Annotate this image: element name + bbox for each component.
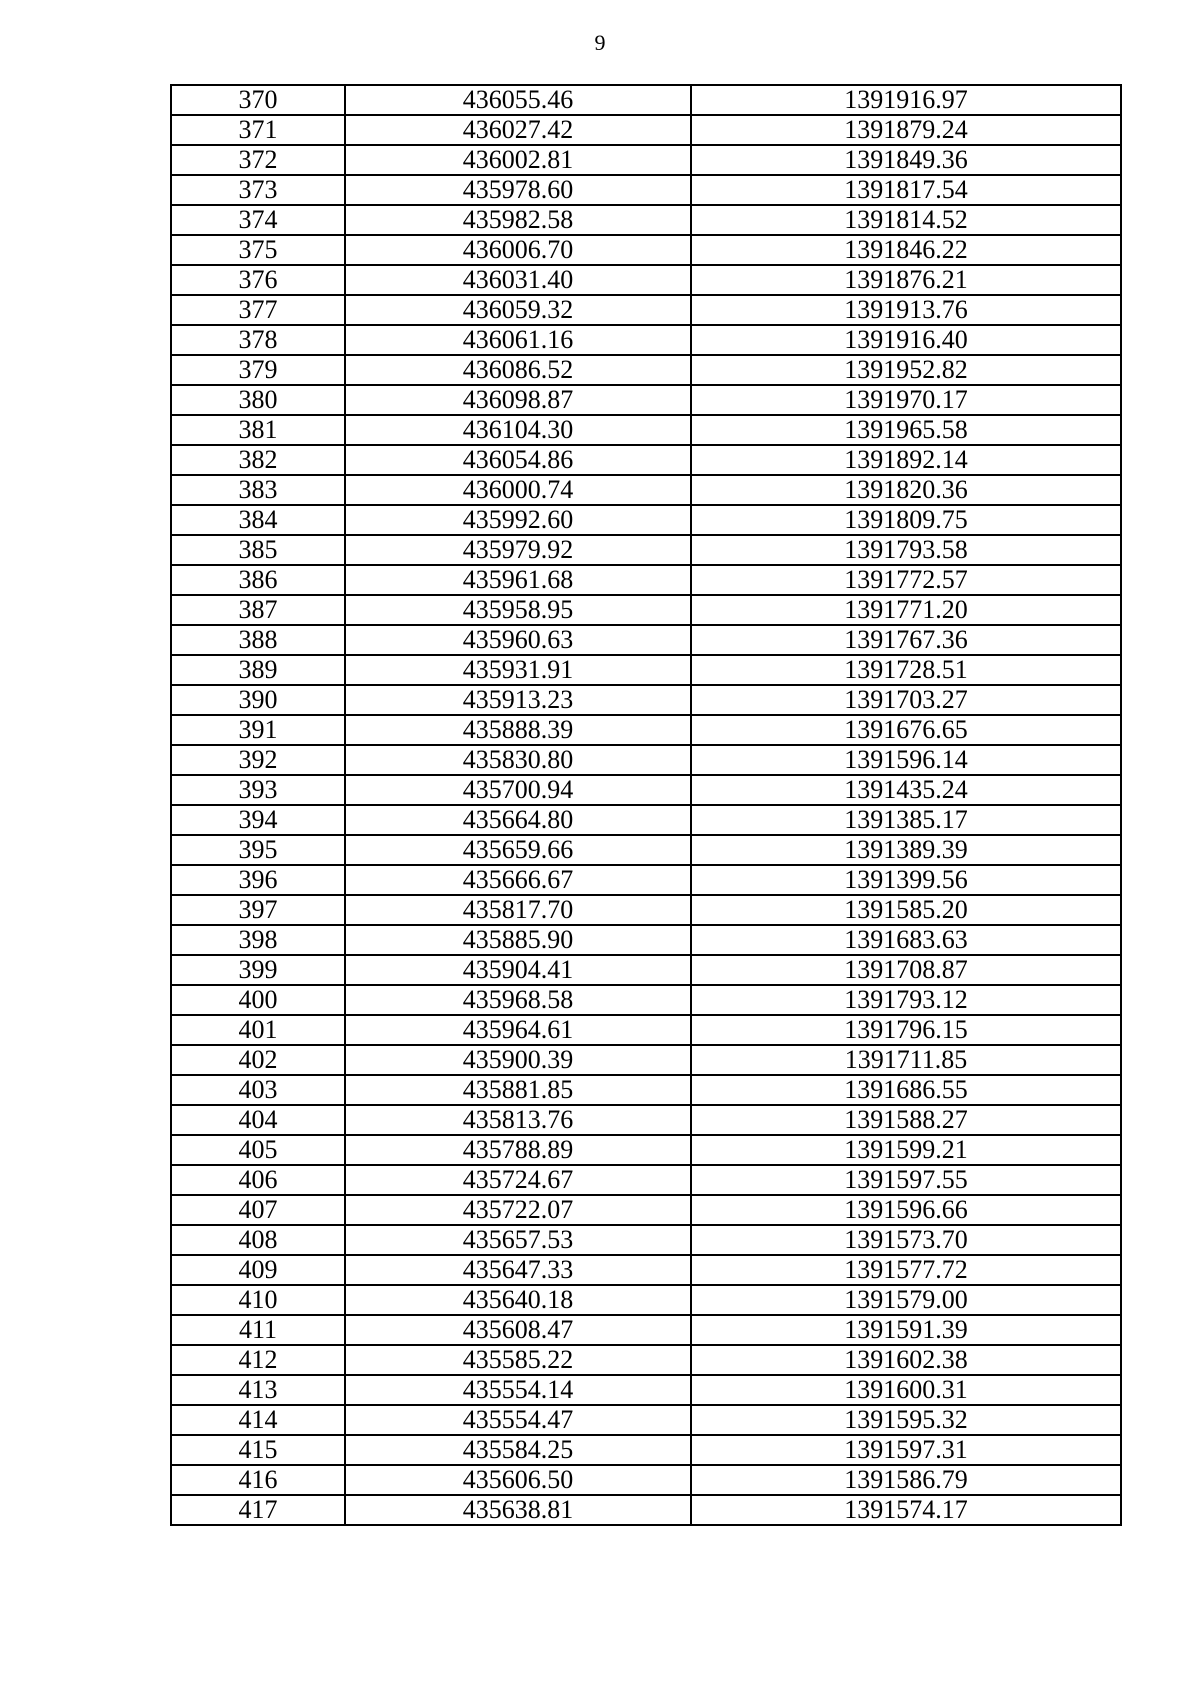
- x-coordinate-cell: 435817.70: [345, 895, 691, 925]
- point-number-cell: 382: [171, 445, 345, 475]
- y-coordinate-cell: 1391814.52: [691, 205, 1121, 235]
- point-number-cell: 376: [171, 265, 345, 295]
- y-coordinate-cell: 1391876.21: [691, 265, 1121, 295]
- point-number-cell: 384: [171, 505, 345, 535]
- y-coordinate-cell: 1391602.38: [691, 1345, 1121, 1375]
- y-coordinate-cell: 1391708.87: [691, 955, 1121, 985]
- point-number-cell: 409: [171, 1255, 345, 1285]
- x-coordinate-cell: 435657.53: [345, 1225, 691, 1255]
- x-coordinate-cell: 436027.42: [345, 115, 691, 145]
- point-number-cell: 388: [171, 625, 345, 655]
- point-number-cell: 371: [171, 115, 345, 145]
- y-coordinate-cell: 1391849.36: [691, 145, 1121, 175]
- table-row: [171, 925, 1121, 955]
- point-number-cell: 415: [171, 1435, 345, 1465]
- point-number-cell: 383: [171, 475, 345, 505]
- point-number-cell: 372: [171, 145, 345, 175]
- point-number-cell: 399: [171, 955, 345, 985]
- table-row: [171, 1315, 1121, 1345]
- y-coordinate-cell: 1391676.65: [691, 715, 1121, 745]
- table-row: [171, 1195, 1121, 1225]
- point-number-cell: 393: [171, 775, 345, 805]
- table-row: [171, 145, 1121, 175]
- x-coordinate-cell: 435585.22: [345, 1345, 691, 1375]
- table-row: [171, 1375, 1121, 1405]
- y-coordinate-cell: 1391916.97: [691, 85, 1121, 115]
- table-row: [171, 895, 1121, 925]
- table-row: [171, 415, 1121, 445]
- x-coordinate-cell: 436098.87: [345, 385, 691, 415]
- point-number-cell: 401: [171, 1015, 345, 1045]
- table-row: [171, 175, 1121, 205]
- point-number-cell: 373: [171, 175, 345, 205]
- y-coordinate-cell: 1391574.17: [691, 1495, 1121, 1525]
- table-row: [171, 1465, 1121, 1495]
- point-number-cell: 370: [171, 85, 345, 115]
- table-row: [171, 235, 1121, 265]
- point-number-cell: 389: [171, 655, 345, 685]
- table-row: [171, 565, 1121, 595]
- y-coordinate-cell: 1391817.54: [691, 175, 1121, 205]
- x-coordinate-cell: 435700.94: [345, 775, 691, 805]
- x-coordinate-cell: 435830.80: [345, 745, 691, 775]
- table-row: [171, 685, 1121, 715]
- x-coordinate-cell: 435664.80: [345, 805, 691, 835]
- x-coordinate-cell: 435960.63: [345, 625, 691, 655]
- x-coordinate-cell: 435554.47: [345, 1405, 691, 1435]
- table-row: [171, 325, 1121, 355]
- point-number-cell: 380: [171, 385, 345, 415]
- y-coordinate-cell: 1391913.76: [691, 295, 1121, 325]
- y-coordinate-cell: 1391596.14: [691, 745, 1121, 775]
- x-coordinate-cell: 435724.67: [345, 1165, 691, 1195]
- y-coordinate-cell: 1391595.32: [691, 1405, 1121, 1435]
- point-number-cell: 413: [171, 1375, 345, 1405]
- y-coordinate-cell: 1391399.56: [691, 865, 1121, 895]
- x-coordinate-cell: 435640.18: [345, 1285, 691, 1315]
- table-row: [171, 655, 1121, 685]
- table-row: [171, 85, 1121, 115]
- x-coordinate-cell: 435881.85: [345, 1075, 691, 1105]
- table-row: [171, 1405, 1121, 1435]
- x-coordinate-cell: 436104.30: [345, 415, 691, 445]
- table-row: [171, 955, 1121, 985]
- point-number-cell: 392: [171, 745, 345, 775]
- y-coordinate-cell: 1391600.31: [691, 1375, 1121, 1405]
- table-row: [171, 1345, 1121, 1375]
- point-number-cell: 414: [171, 1405, 345, 1435]
- x-coordinate-cell: 436086.52: [345, 355, 691, 385]
- y-coordinate-cell: 1391385.17: [691, 805, 1121, 835]
- point-number-cell: 405: [171, 1135, 345, 1165]
- x-coordinate-cell: 435964.61: [345, 1015, 691, 1045]
- x-coordinate-cell: 435659.66: [345, 835, 691, 865]
- y-coordinate-cell: 1391892.14: [691, 445, 1121, 475]
- point-number-cell: 385: [171, 535, 345, 565]
- y-coordinate-cell: 1391820.36: [691, 475, 1121, 505]
- table-row: [171, 1285, 1121, 1315]
- point-number-cell: 375: [171, 235, 345, 265]
- point-number-cell: 407: [171, 1195, 345, 1225]
- y-coordinate-cell: 1391573.70: [691, 1225, 1121, 1255]
- y-coordinate-cell: 1391793.58: [691, 535, 1121, 565]
- table-row: [171, 445, 1121, 475]
- table-row: [171, 775, 1121, 805]
- y-coordinate-cell: 1391916.40: [691, 325, 1121, 355]
- point-number-cell: 395: [171, 835, 345, 865]
- y-coordinate-cell: 1391796.15: [691, 1015, 1121, 1045]
- y-coordinate-cell: 1391711.85: [691, 1045, 1121, 1075]
- y-coordinate-cell: 1391588.27: [691, 1105, 1121, 1135]
- x-coordinate-cell: 435647.33: [345, 1255, 691, 1285]
- table-row: [171, 1225, 1121, 1255]
- table-row: [171, 1045, 1121, 1075]
- y-coordinate-cell: 1391879.24: [691, 115, 1121, 145]
- table-row: [171, 505, 1121, 535]
- point-number-cell: 394: [171, 805, 345, 835]
- table-row: [171, 865, 1121, 895]
- x-coordinate-cell: 435638.81: [345, 1495, 691, 1525]
- table-row: [171, 1135, 1121, 1165]
- x-coordinate-cell: 435554.14: [345, 1375, 691, 1405]
- table-row: [171, 385, 1121, 415]
- point-number-cell: 404: [171, 1105, 345, 1135]
- table-row: [171, 1015, 1121, 1045]
- y-coordinate-cell: 1391703.27: [691, 685, 1121, 715]
- page-number: 9: [594, 30, 606, 55]
- y-coordinate-cell: 1391389.39: [691, 835, 1121, 865]
- y-coordinate-cell: 1391577.72: [691, 1255, 1121, 1285]
- table-row: [171, 205, 1121, 235]
- point-number-cell: 400: [171, 985, 345, 1015]
- point-number-cell: 396: [171, 865, 345, 895]
- table-row: [171, 1495, 1121, 1525]
- point-number-cell: 391: [171, 715, 345, 745]
- x-coordinate-cell: 435961.68: [345, 565, 691, 595]
- x-coordinate-cell: 435982.58: [345, 205, 691, 235]
- table-row: [171, 115, 1121, 145]
- y-coordinate-cell: 1391683.63: [691, 925, 1121, 955]
- x-coordinate-cell: 435666.67: [345, 865, 691, 895]
- x-coordinate-cell: 435900.39: [345, 1045, 691, 1075]
- x-coordinate-cell: 435904.41: [345, 955, 691, 985]
- y-coordinate-cell: 1391599.21: [691, 1135, 1121, 1165]
- table-row: [171, 985, 1121, 1015]
- point-number-cell: 417: [171, 1495, 345, 1525]
- point-number-cell: 397: [171, 895, 345, 925]
- table-row: [171, 475, 1121, 505]
- y-coordinate-cell: 1391586.79: [691, 1465, 1121, 1495]
- y-coordinate-cell: 1391597.31: [691, 1435, 1121, 1465]
- table-row: [171, 355, 1121, 385]
- point-number-cell: 411: [171, 1315, 345, 1345]
- x-coordinate-cell: 435722.07: [345, 1195, 691, 1225]
- x-coordinate-cell: 435888.39: [345, 715, 691, 745]
- point-number-cell: 416: [171, 1465, 345, 1495]
- y-coordinate-cell: 1391579.00: [691, 1285, 1121, 1315]
- point-number-cell: 408: [171, 1225, 345, 1255]
- x-coordinate-cell: 436000.74: [345, 475, 691, 505]
- table-row: [171, 805, 1121, 835]
- table-row: [171, 295, 1121, 325]
- x-coordinate-cell: 435788.89: [345, 1135, 691, 1165]
- point-number-cell: 377: [171, 295, 345, 325]
- x-coordinate-cell: 435606.50: [345, 1465, 691, 1495]
- x-coordinate-cell: 436061.16: [345, 325, 691, 355]
- y-coordinate-cell: 1391767.36: [691, 625, 1121, 655]
- table-row: [171, 745, 1121, 775]
- y-coordinate-cell: 1391597.55: [691, 1165, 1121, 1195]
- y-coordinate-cell: 1391772.57: [691, 565, 1121, 595]
- point-number-cell: 398: [171, 925, 345, 955]
- y-coordinate-cell: 1391686.55: [691, 1075, 1121, 1105]
- point-number-cell: 412: [171, 1345, 345, 1375]
- y-coordinate-cell: 1391585.20: [691, 895, 1121, 925]
- table-row: [171, 715, 1121, 745]
- point-number-cell: 378: [171, 325, 345, 355]
- y-coordinate-cell: 1391728.51: [691, 655, 1121, 685]
- y-coordinate-cell: 1391952.82: [691, 355, 1121, 385]
- x-coordinate-cell: 435584.25: [345, 1435, 691, 1465]
- y-coordinate-cell: 1391435.24: [691, 775, 1121, 805]
- point-number-cell: 410: [171, 1285, 345, 1315]
- table-row: [171, 625, 1121, 655]
- x-coordinate-cell: 435968.58: [345, 985, 691, 1015]
- x-coordinate-cell: 435608.47: [345, 1315, 691, 1345]
- table-row: [171, 835, 1121, 865]
- table-row: [171, 265, 1121, 295]
- y-coordinate-cell: 1391965.58: [691, 415, 1121, 445]
- x-coordinate-cell: 435931.91: [345, 655, 691, 685]
- coordinates-table-body: [171, 85, 1121, 1525]
- table-row: [171, 535, 1121, 565]
- table-row: [171, 1105, 1121, 1135]
- table-row: [171, 1255, 1121, 1285]
- x-coordinate-cell: 436006.70: [345, 235, 691, 265]
- x-coordinate-cell: 436055.46: [345, 85, 691, 115]
- x-coordinate-cell: 436002.81: [345, 145, 691, 175]
- point-number-cell: 374: [171, 205, 345, 235]
- point-number-cell: 387: [171, 595, 345, 625]
- point-number-cell: 379: [171, 355, 345, 385]
- table-row: [171, 595, 1121, 625]
- point-number-cell: 381: [171, 415, 345, 445]
- y-coordinate-cell: 1391771.20: [691, 595, 1121, 625]
- table-row: [171, 1435, 1121, 1465]
- x-coordinate-cell: 435978.60: [345, 175, 691, 205]
- point-number-cell: 402: [171, 1045, 345, 1075]
- x-coordinate-cell: 435813.76: [345, 1105, 691, 1135]
- table-row: [171, 1075, 1121, 1105]
- point-number-cell: 403: [171, 1075, 345, 1105]
- x-coordinate-cell: 435958.95: [345, 595, 691, 625]
- point-number-cell: 390: [171, 685, 345, 715]
- coordinates-table: [170, 84, 1122, 1526]
- x-coordinate-cell: 435913.23: [345, 685, 691, 715]
- x-coordinate-cell: 436059.32: [345, 295, 691, 325]
- table-row: [171, 1165, 1121, 1195]
- point-number-cell: 386: [171, 565, 345, 595]
- x-coordinate-cell: 435992.60: [345, 505, 691, 535]
- y-coordinate-cell: 1391970.17: [691, 385, 1121, 415]
- x-coordinate-cell: 435979.92: [345, 535, 691, 565]
- y-coordinate-cell: 1391596.66: [691, 1195, 1121, 1225]
- y-coordinate-cell: 1391846.22: [691, 235, 1121, 265]
- y-coordinate-cell: 1391809.75: [691, 505, 1121, 535]
- x-coordinate-cell: 436054.86: [345, 445, 691, 475]
- x-coordinate-cell: 436031.40: [345, 265, 691, 295]
- y-coordinate-cell: 1391591.39: [691, 1315, 1121, 1345]
- y-coordinate-cell: 1391793.12: [691, 985, 1121, 1015]
- point-number-cell: 406: [171, 1165, 345, 1195]
- x-coordinate-cell: 435885.90: [345, 925, 691, 955]
